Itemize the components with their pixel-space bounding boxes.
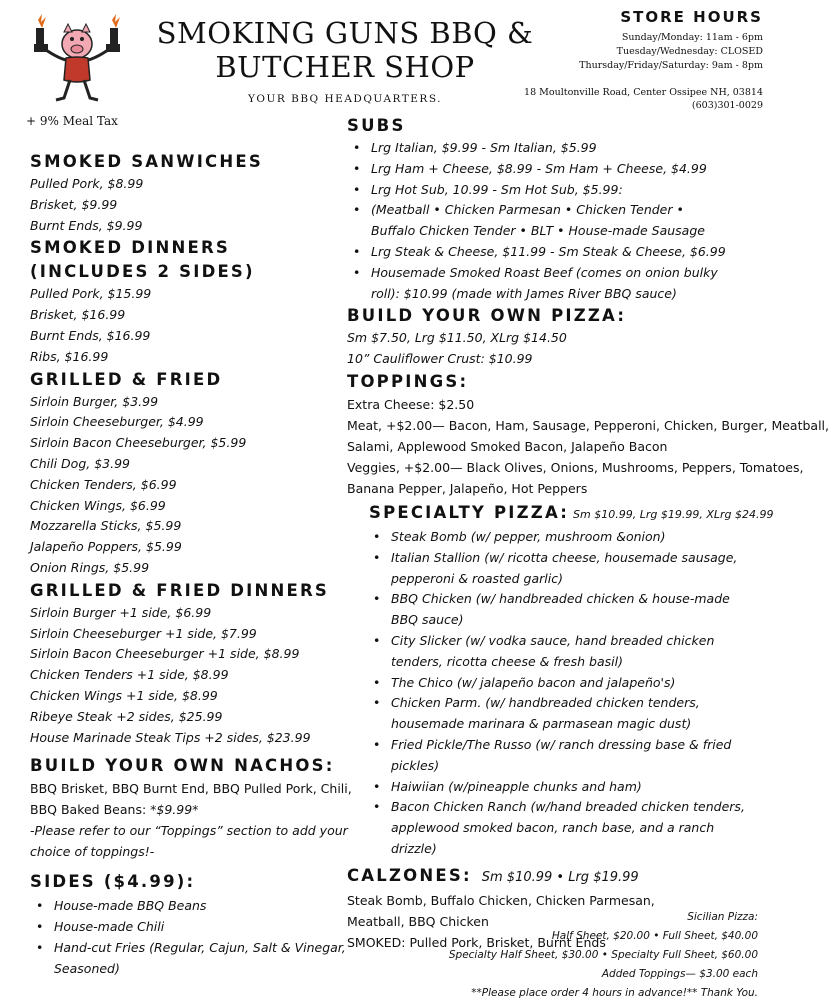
nachos-price: *$9.99* [150,802,199,818]
list-item: • Bacon Chicken Ranch (w/hand breaded chicken tenders, applewood smoked bacon, ranch base, and a ranch drizzle) [347,797,753,859]
sides-list [30,896,350,979]
list-item: • Hand-cut Fries (Regular, Cajun, Salt & Vinegar, Seasoned) [30,938,354,980]
nachos-note-line2: choice of toppings!- [30,844,155,860]
menu-item: Jalapeño Poppers, $5.99 [30,539,182,555]
sicilian-line: Sicilian Pizza: [687,911,758,923]
calzone-line: Steak Bomb, Buffalo Chicken, Chicken Parmesan, [347,892,655,908]
hours-line: Sunday/Monday: 11am - 6pm [621,32,763,43]
meal-tax-note: + 9% Meal Tax [26,114,118,128]
section-heading-build-pizza: BUILD YOUR OWN PIZZA: [347,306,627,326]
section-heading-smoked-dinners-sub: (INCLUDES 2 SIDES) [30,262,255,282]
list-item: • City Slicker (w/ vodka sauce, hand breaded chicken tenders, ricotta cheese & fresh basil) [347,631,753,673]
list-item: • Lrg Italian, $9.99 - Sm Italian, $5.99 [347,138,773,159]
sicilian-line: Half Sheet, $20.00 • Full Sheet, $40.00 [551,930,758,942]
address-line: 18 Moultonville Road, Center Ossipee NH, 03814 [524,87,763,98]
menu-item: House Marinade Steak Tips +2 sides, $23.99 [30,729,311,745]
sicilian-line: Added Toppings— $3.00 each [601,968,758,980]
section-heading-subs: SUBS [347,116,406,135]
calzones-heading: CALZONES: [347,865,472,885]
menu-item: Brisket, $16.99 [30,307,126,323]
topping-line: Extra Cheese: $2.50 [347,396,475,412]
specialty-pizza-list [347,527,773,860]
menu-item: Chicken Tenders +1 side, $8.99 [30,667,229,683]
menu-item: Sirloin Bacon Cheeseburger, $5.99 [30,435,247,451]
menu-item: Brisket, $9.99 [30,196,118,212]
list-item: • House-made BBQ Beans [30,896,350,917]
store-hours-heading: STORE HOURS [620,8,763,26]
list-item: • Lrg Steak & Cheese, $11.99 - Sm Steak & Cheese, $6.99 [347,242,773,263]
calzone-line: SMOKED: Pulled Pork, Brisket, Burnt Ends [347,934,606,950]
menu-item: Sirloin Burger, $3.99 [30,393,159,409]
restaurant-title [150,16,540,84]
hours-line: Tuesday/Wednesday: CLOSED [616,46,763,57]
pizza-sizes: Sm $7.50, Lrg $11.50, XLrg $14.50 [347,330,567,346]
sicilian-line: Specialty Half Sheet, $30.00 • Specialty Full Sheet, $60.00 [448,949,758,961]
section-heading-smoked-sandwiches: SMOKED SANWICHES [30,152,263,171]
subs-list [347,138,773,304]
right-menu-column [347,114,829,953]
cauliflower-crust: 10” Cauliflower Crust: $10.99 [347,351,533,367]
list-item: • (Meatball • Chicken Parmesan • Chicken Tender • Buffalo Chicken Tender • BLT • House-made Sausage [347,200,731,242]
list-item: • The Chico (w/ jalapeño bacon and jalapeño's) [347,673,773,694]
list-item: • Fried Pickle/The Russo (w/ ranch dressing base & fried pickles) [347,735,753,777]
hours-line: Thursday/Friday/Saturday: 9am - 8pm [579,60,763,71]
menu-item: Burnt Ends, $16.99 [30,327,151,343]
menu-item: Pulled Pork, $15.99 [30,286,152,302]
phone-number: (603)301-0029 [691,100,763,111]
topping-line: Banana Pepper, Jalapeño, Hot Peppers [347,480,588,496]
section-heading-nachos: BUILD YOUR OWN NACHOS: [30,756,335,776]
calzone-line: Meatball, BBQ Chicken [347,913,489,929]
title-line-1: SMOKING GUNS BBQ & [156,16,534,50]
list-item: • BBQ Chicken (w/ handbreaded chicken & house-made BBQ sauce) [347,589,753,631]
specialty-pizza-heading: SPECIALTY PIZZA: [369,502,570,522]
topping-line: Veggies, +$2.00— Black Olives, Onions, Mushrooms, Peppers, Tomatoes, [347,459,804,475]
section-heading-smoked-dinners: SMOKED DINNERS [30,238,230,258]
sicilian-line: **Please place order 4 hours in advance!** Thank You. [471,987,758,999]
store-address [490,86,763,112]
menu-item: Chicken Wings +1 side, $8.99 [30,687,218,703]
list-item: • Haiwiian (w/pineapple chunks and ham) [347,777,773,798]
section-heading-grilled-fried-dinners: GRILLED & FRIED DINNERS [30,580,330,600]
menu-item: Pulled Pork, $8.99 [30,176,144,191]
title-line-2: BUTCHER SHOP [215,50,475,84]
menu-item: Ribeye Steak +2 sides, $25.99 [30,708,223,724]
section-heading-calzones [347,864,773,890]
menu-item: Chili Dog, $3.99 [30,455,130,471]
tagline: YOUR BBQ HEADQUARTERS. [247,93,442,105]
section-heading-grilled-fried: GRILLED & FRIED [30,369,223,389]
menu-item: Chicken Wings, $6.99 [30,497,166,513]
menu-item: Chicken Tenders, $6.99 [30,476,177,492]
specialty-pizza-prices: Sm $10.99, Lrg $19.99, XLrg $24.99 [573,507,774,521]
list-item: • Housemade Smoked Roast Beef (comes on onion bulky roll): $10.99 (made with James River BBQ sauce) [347,263,741,305]
menu-item: Sirloin Bacon Cheeseburger +1 side, $8.99 [30,646,300,662]
store-hours [540,31,763,73]
left-menu-column [30,150,350,980]
sicilian-pizza-info [430,908,758,1003]
nachos-note: -Please refer to our “Toppings” section to add your [30,823,348,839]
menu-item: Burnt Ends, $9.99 [30,217,143,233]
nachos-description-line2 [30,799,350,820]
topping-line: Salami, Applewood Smoked Bacon, Jalapeño Bacon [347,438,668,454]
menu-item: Ribs, $16.99 [30,348,109,364]
list-item: • Steak Bomb (w/ pepper, mushroom &onion) [347,527,773,548]
list-item: • Chicken Parm. (w/ handbreaded chicken tenders, housemade marinara & parmasean magic dust) [347,693,765,735]
section-heading-toppings: TOPPINGS: [347,371,469,391]
list-item: • Lrg Ham + Cheese, $8.99 - Sm Ham + Cheese, $4.99 [347,159,773,180]
nachos-beans: BBQ Baked Beans: [30,802,151,818]
topping-line: Meat, +$2.00— Bacon, Ham, Sausage, Pepperoni, Chicken, Burger, Meatball, [347,417,829,433]
menu-item: Sirloin Cheeseburger, $4.99 [30,414,204,430]
section-heading-sides: SIDES ($4.99): [30,872,196,892]
menu-item: Sirloin Cheeseburger +1 side, $7.99 [30,625,257,641]
menu-item: Mozzarella Sticks, $5.99 [30,518,182,534]
calzones-prices: Sm $10.99 • Lrg $19.99 [481,869,639,885]
pig-with-guns-logo [28,14,126,106]
menu-item: Onion Rings, $5.99 [30,559,150,575]
section-heading-specialty-pizza [347,501,773,527]
nachos-description: BBQ Brisket, BBQ Burnt End, BBQ Pulled Pork, Chili, [30,781,352,797]
list-item: • Italian Stallion (w/ ricotta cheese, housemade sausage, pepperoni & roasted garlic) [347,548,753,590]
menu-item: Sirloin Burger +1 side, $6.99 [30,604,212,620]
list-item: • House-made Chili [30,917,350,938]
list-item: • Lrg Hot Sub, 10.99 - Sm Hot Sub, $5.99: [347,180,773,201]
